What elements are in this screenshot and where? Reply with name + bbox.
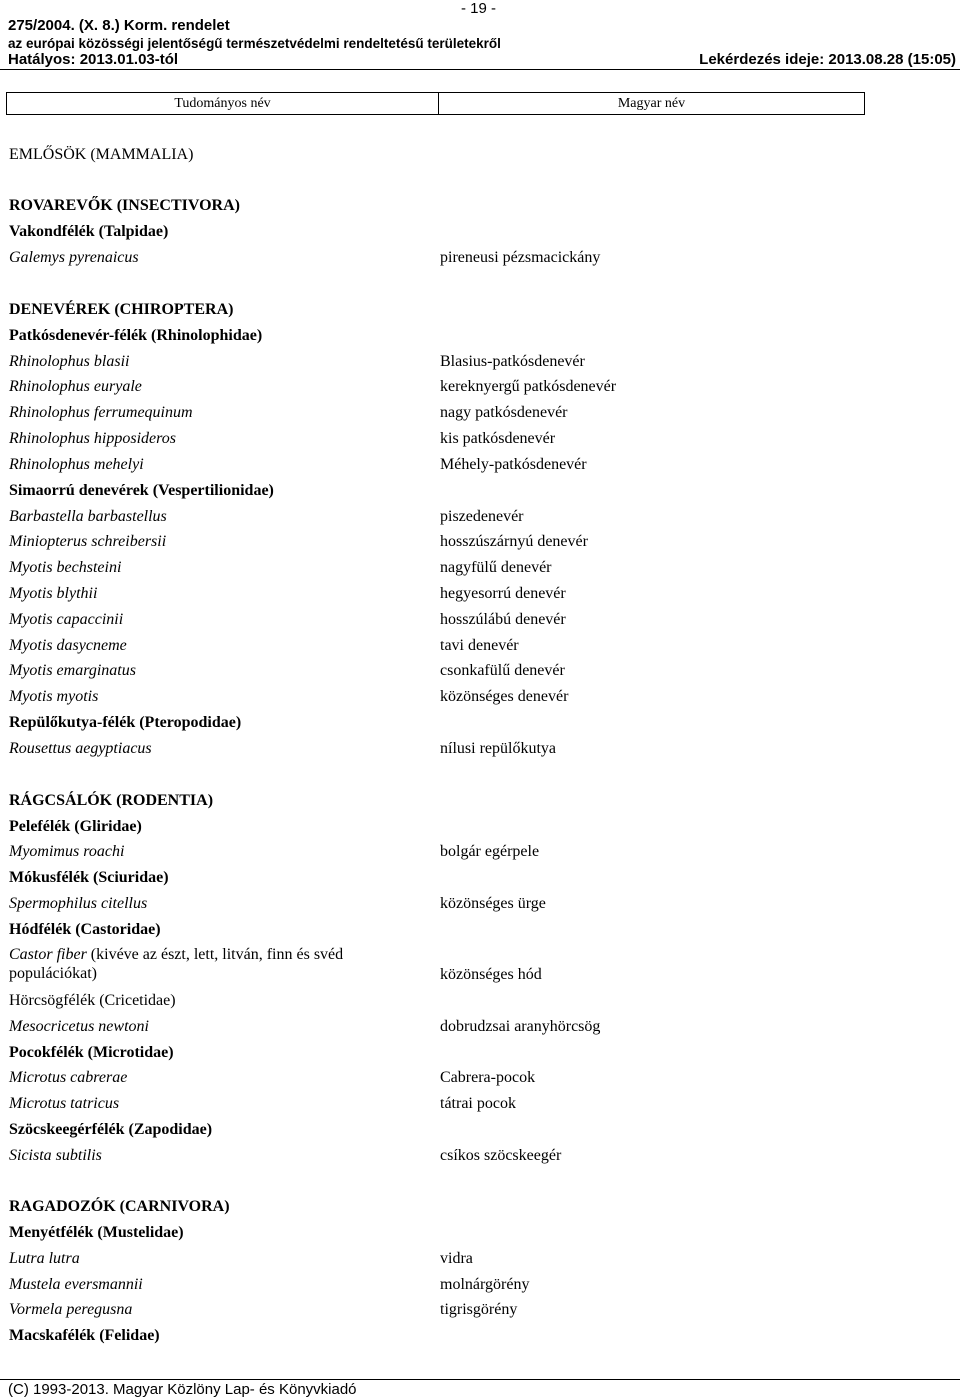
species-scientific-name: Spermophilus citellus bbox=[9, 895, 148, 912]
species-hungarian-name: dobrudzsai aranyhörcsög bbox=[440, 1018, 601, 1035]
species-scientific-name: Vormela peregusna bbox=[9, 1301, 133, 1318]
species-hungarian-name: kereknyergű patkósdenevér bbox=[440, 378, 617, 395]
species-scientific-name: Galemys pyrenaicus bbox=[9, 249, 139, 266]
species-hungarian-name: pireneusi pézsmacickány bbox=[440, 249, 601, 266]
query-time: Lekérdezés ideje: 2013.08.28 (15:05) bbox=[699, 51, 956, 68]
species-scientific-name: Myotis blythii bbox=[9, 585, 98, 602]
order-heading: ROVAREVŐK (INSECTIVORA) bbox=[9, 197, 240, 214]
species-hungarian-name: nílusi repülőkutya bbox=[440, 740, 556, 757]
species-scientific-name: Microtus tatricus bbox=[9, 1095, 120, 1112]
species-scientific-name: Mustela eversmannii bbox=[9, 1276, 143, 1293]
species-scientific-name: Miniopterus schreibersii bbox=[9, 533, 167, 550]
species-scientific-name: Myotis myotis bbox=[9, 688, 99, 705]
valid-from: Hatályos: 2013.01.03-tól bbox=[8, 51, 179, 68]
species-hungarian-name: hosszúszárnyú denevér bbox=[440, 533, 588, 550]
family-heading: Mókusfélék (Sciuridae) bbox=[9, 869, 169, 886]
species-scientific-name-italic: Castor fiber bbox=[9, 946, 87, 963]
order-heading: DENEVÉREK (CHIROPTERA) bbox=[9, 301, 234, 318]
species-hungarian-name: nagy patkósdenevér bbox=[440, 404, 568, 421]
column-header-hungarian: Magyar név bbox=[617, 95, 686, 111]
species-scientific-name: Myomimus roachi bbox=[9, 843, 125, 860]
family-heading: Macskafélék (Felidae) bbox=[9, 1327, 160, 1344]
species-hungarian-name: hegyesorrú denevér bbox=[440, 585, 566, 602]
family-heading: Repülőkutya-félék (Pteropodidae) bbox=[9, 714, 242, 731]
species-hungarian-name: közönséges ürge bbox=[440, 895, 546, 912]
page-number: - 19 - bbox=[461, 0, 497, 17]
order-heading: RAGADOZÓK (CARNIVORA) bbox=[9, 1198, 230, 1215]
species-scientific-name: Mesocricetus newtoni bbox=[9, 1018, 149, 1035]
species-hungarian-name: piszedenevér bbox=[440, 508, 524, 525]
column-header-row bbox=[6, 92, 865, 115]
species-hungarian-name: Cabrera-pocok bbox=[440, 1069, 536, 1086]
species-hungarian-name: csíkos szöcskeegér bbox=[440, 1147, 562, 1164]
species-hungarian-name: nagyfülű denevér bbox=[440, 559, 552, 576]
order-heading: RÁGCSÁLÓK (RODENTIA) bbox=[9, 792, 214, 809]
species-scientific-name: Rhinolophus mehelyi bbox=[9, 456, 144, 473]
family-heading: Pelefélék (Gliridae) bbox=[9, 818, 142, 835]
species-hungarian-name: vidra bbox=[440, 1250, 473, 1267]
species-hungarian-name: tátrai pocok bbox=[440, 1095, 516, 1112]
family-heading: Simaorrú denevérek (Vespertilionidae) bbox=[9, 482, 274, 499]
species-scientific-name: Rhinolophus ferrumequinum bbox=[9, 404, 193, 421]
species-hungarian-name: bolgár egérpele bbox=[440, 843, 540, 860]
footer-divider bbox=[0, 1379, 960, 1380]
document-subtitle: az európai közösségi jelentőségű természetvédelmi rendeltetésű területekről bbox=[8, 36, 501, 51]
species-scientific-name: Microtus cabrerae bbox=[9, 1069, 128, 1086]
family-heading: Pocokfélék (Microtidae) bbox=[9, 1044, 174, 1061]
species-scientific-name: Myotis dasycneme bbox=[9, 637, 127, 654]
species-hungarian-name: csonkafülű denevér bbox=[440, 662, 565, 679]
species-scientific-name bbox=[9, 945, 429, 983]
species-scientific-name: Sicista subtilis bbox=[9, 1147, 102, 1164]
species-hungarian-name: Blasius-patkósdenevér bbox=[440, 353, 585, 370]
species-scientific-name: Rousettus aegyptiacus bbox=[9, 740, 152, 757]
family-heading: Hódfélék (Castoridae) bbox=[9, 921, 161, 938]
species-scientific-name: Rhinolophus blasii bbox=[9, 353, 130, 370]
species-hungarian-name: hosszúlábú denevér bbox=[440, 611, 566, 628]
column-header-scientific: Tudományos név bbox=[7, 93, 439, 114]
species-scientific-name: Lutra lutra bbox=[9, 1250, 80, 1267]
species-scientific-name: Myotis emarginatus bbox=[9, 662, 136, 679]
class-heading: EMLŐSÖK (MAMMALIA) bbox=[9, 146, 194, 163]
document-title: 275/2004. (X. 8.) Korm. rendelet bbox=[8, 17, 230, 34]
species-scientific-name: Myotis capaccinii bbox=[9, 611, 124, 628]
species-hungarian-name: közönséges hód bbox=[440, 966, 542, 983]
species-hungarian-name: tavi denevér bbox=[440, 637, 519, 654]
species-scientific-name: Rhinolophus euryale bbox=[9, 378, 142, 395]
family-heading: Hörcsögfélék (Cricetidae) bbox=[9, 992, 176, 1009]
species-hungarian-name: molnárgörény bbox=[440, 1276, 530, 1293]
family-heading: Vakondfélék (Talpidae) bbox=[9, 223, 169, 240]
species-hungarian-name: Méhely-patkósdenevér bbox=[440, 456, 587, 473]
footer-copyright: (C) 1993-2013. Magyar Közlöny Lap- és Könyvkiadó bbox=[8, 1381, 357, 1398]
species-note: (kivéve az észt, lett, litván, finn és svéd populációkat) bbox=[9, 946, 344, 982]
species-hungarian-name: közönséges denevér bbox=[440, 688, 569, 705]
species-hungarian-name: kis patkósdenevér bbox=[440, 430, 556, 447]
header-divider bbox=[0, 69, 960, 70]
species-scientific-name: Myotis bechsteini bbox=[9, 559, 122, 576]
family-heading: Patkósdenevér-félék (Rhinolophidae) bbox=[9, 327, 263, 344]
species-scientific-name: Barbastella barbastellus bbox=[9, 508, 167, 525]
family-heading: Menyétfélék (Mustelidae) bbox=[9, 1224, 184, 1241]
family-heading: Szöcskeegérfélék (Zapodidae) bbox=[9, 1121, 213, 1138]
species-hungarian-name: tigrisgörény bbox=[440, 1301, 518, 1318]
species-scientific-name: Rhinolophus hipposideros bbox=[9, 430, 176, 447]
